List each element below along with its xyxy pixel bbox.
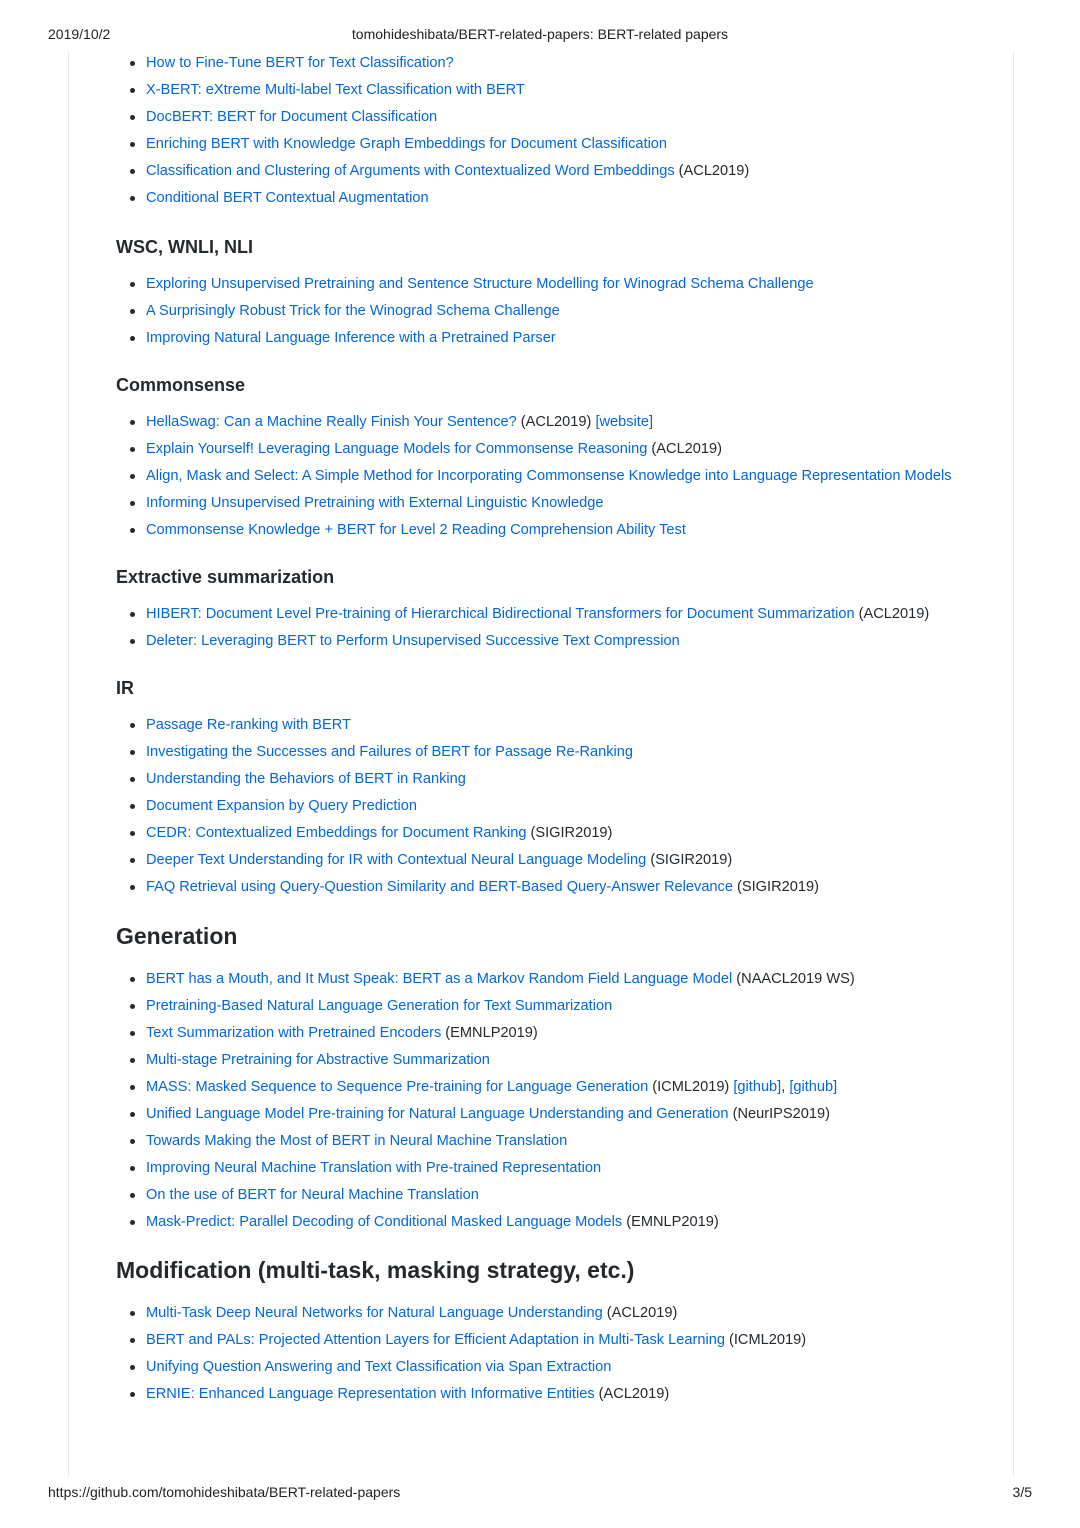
list-item [116, 52, 996, 75]
github-link[interactable]: [github] [789, 1079, 838, 1095]
list-item [116, 1022, 996, 1045]
github-link[interactable]: [github] [733, 1079, 782, 1095]
website-link[interactable]: [website] [595, 414, 654, 430]
paper-link[interactable]: Align, Mask and Select: A Simple Method for Incorporating Commonsense Knowledge into Language Representation Models [146, 468, 952, 484]
paper-link[interactable]: HIBERT: Document Level Pre-training of Hierarchical Bidirectional Transformers for Document Summarization [146, 606, 855, 622]
paper-link[interactable]: Classification and Clustering of Arguments with Contextualized Word Embeddings [146, 163, 675, 179]
classification-list [116, 52, 996, 210]
paper-link[interactable]: Text Summarization with Pretrained Encoders [146, 1025, 442, 1041]
paper-link[interactable]: Deeper Text Understanding for IR with Contextual Neural Language Modeling [146, 852, 647, 868]
generation-list [116, 968, 996, 1234]
list-item [116, 465, 996, 488]
list-item [116, 1329, 996, 1352]
paper-link[interactable]: BERT and PALs: Projected Attention Layers for Efficient Adaptation in Multi-Task Learning [146, 1332, 725, 1348]
venue-note: (ACL2019) [674, 163, 750, 179]
print-url: https://github.com/tomohideshibata/BERT-related-papers [48, 1484, 401, 1500]
paper-link[interactable]: Multi-Task Deep Neural Networks for Natural Language Understanding [146, 1305, 603, 1321]
list-item [116, 1130, 996, 1153]
paper-link[interactable]: Enriching BERT with Knowledge Graph Embeddings for Document Classification [146, 136, 668, 152]
print-page-title: tomohideshibata/BERT-related-papers: BERT-related papers [351, 26, 729, 42]
modification-list [116, 1302, 996, 1406]
list-item [116, 1356, 996, 1379]
list-item [116, 519, 996, 542]
list-item [116, 411, 996, 434]
venue-note: (ACL2019) [854, 606, 930, 622]
section-heading-generation: Generation [116, 923, 238, 949]
paper-link[interactable]: Commonsense Knowledge + BERT for Level 2 Reading Comprehension Ability Test [146, 522, 686, 538]
readme-content [116, 52, 996, 1410]
paper-link[interactable]: CEDR: Contextualized Embeddings for Document Ranking [146, 825, 527, 841]
print-page-number: 3/5 [1012, 1484, 1032, 1500]
list-item [116, 438, 996, 461]
section-heading-commonsense: Commonsense [116, 375, 246, 395]
paper-link[interactable]: Towards Making the Most of BERT in Neural Machine Translation [146, 1133, 568, 1149]
paper-link[interactable]: Understanding the Behaviors of BERT in Ranking [146, 771, 466, 787]
venue-note: (ACL2019) [516, 414, 596, 430]
list-item [116, 133, 996, 156]
list-item [116, 1049, 996, 1072]
section-heading-extractive-summarization: Extractive summarization [116, 567, 335, 587]
paper-link[interactable]: Unifying Question Answering and Text Classification via Span Extraction [146, 1359, 612, 1375]
paper-link[interactable]: Deleter: Leveraging BERT to Perform Unsupervised Successive Text Compression [146, 633, 680, 649]
print-date: 2019/10/2 [48, 26, 111, 42]
paper-link[interactable]: ERNIE: Enhanced Language Representation with Informative Entities [146, 1386, 595, 1402]
venue-note: (NeurIPS2019) [728, 1106, 830, 1122]
list-item [116, 1076, 996, 1099]
list-item [116, 714, 996, 737]
list-item [116, 822, 996, 845]
paper-link[interactable]: Exploring Unsupervised Pretraining and Sentence Structure Modelling for Winograd Schema Challenge [146, 276, 814, 292]
list-item [116, 630, 996, 653]
venue-note: (SIGIR2019) [526, 825, 613, 841]
section-heading-ir: IR [116, 678, 134, 698]
paper-link[interactable]: Conditional BERT Contextual Augmentation [146, 190, 429, 206]
list-item [116, 1211, 996, 1234]
list-item [116, 1103, 996, 1126]
list-item [116, 106, 996, 129]
paper-link[interactable]: Unified Language Model Pre-training for Natural Language Understanding and Generation [146, 1106, 729, 1122]
content-border-left [68, 52, 69, 1476]
ir-list [116, 714, 996, 899]
list-item [116, 741, 996, 764]
paper-link[interactable]: X-BERT: eXtreme Multi-label Text Classification with BERT [146, 82, 525, 98]
list-item [116, 995, 996, 1018]
paper-link[interactable]: MASS: Masked Sequence to Sequence Pre-training for Language Generation [146, 1079, 649, 1095]
venue-note: (ICML2019) [724, 1332, 807, 1348]
paper-link[interactable]: A Surprisingly Robust Trick for the Winograd Schema Challenge [146, 303, 560, 319]
paper-link[interactable]: Passage Re-ranking with BERT [146, 717, 351, 733]
paper-link[interactable]: Mask-Predict: Parallel Decoding of Conditional Masked Language Models [146, 1214, 623, 1230]
list-item [116, 327, 996, 350]
paper-link[interactable]: FAQ Retrieval using Query-Question Similarity and BERT-Based Query-Answer Relevance [146, 879, 733, 895]
list-item [116, 300, 996, 323]
list-item [116, 603, 996, 626]
list-item [116, 492, 996, 515]
venue-note: (ACL2019) [594, 1386, 670, 1402]
list-item [116, 1184, 996, 1207]
list-item [116, 795, 996, 818]
separator: , [781, 1079, 790, 1095]
paper-link[interactable]: Explain Yourself! Leveraging Language Models for Commonsense Reasoning [146, 441, 648, 457]
list-item [116, 876, 996, 899]
section-heading-modification: Modification (multi-task, masking strategy, etc.) [116, 1257, 635, 1283]
list-item [116, 1157, 996, 1180]
paper-link[interactable]: On the use of BERT for Neural Machine Translation [146, 1187, 479, 1203]
paper-link[interactable]: Informing Unsupervised Pretraining with External Linguistic Knowledge [146, 495, 604, 511]
venue-note: (ACL2019) [647, 441, 723, 457]
paper-link[interactable]: Pretraining-Based Natural Language Generation for Text Summarization [146, 998, 613, 1014]
paper-link[interactable]: Investigating the Successes and Failures of BERT for Passage Re-Ranking [146, 744, 633, 760]
paper-link[interactable]: How to Fine-Tune BERT for Text Classification? [146, 55, 454, 71]
list-item [116, 187, 996, 210]
list-item [116, 1383, 996, 1406]
list-item [116, 79, 996, 102]
list-item [116, 273, 996, 296]
wsc-list [116, 273, 996, 350]
venue-note: (EMNLP2019) [622, 1214, 719, 1230]
extractive-list [116, 603, 996, 653]
list-item [116, 968, 996, 991]
venue-note: (ACL2019) [602, 1305, 678, 1321]
section-heading-wsc: WSC, WNLI, NLI [116, 237, 253, 257]
paper-link[interactable]: Document Expansion by Query Prediction [146, 798, 417, 814]
content-border-right [1013, 52, 1014, 1476]
list-item [116, 160, 996, 183]
paper-link[interactable]: DocBERT: BERT for Document Classification [146, 109, 438, 125]
list-item [116, 849, 996, 872]
venue-note: (SIGIR2019) [646, 852, 733, 868]
paper-link[interactable]: Multi-stage Pretraining for Abstractive Summarization [146, 1052, 490, 1068]
venue-note: (SIGIR2019) [732, 879, 819, 895]
paper-link[interactable]: Improving Neural Machine Translation with Pre-trained Representation [146, 1160, 602, 1176]
list-item [116, 1302, 996, 1325]
paper-link[interactable]: BERT has a Mouth, and It Must Speak: BERT as a Markov Random Field Language Model [146, 971, 733, 987]
commonsense-list [116, 411, 996, 542]
paper-link[interactable]: HellaSwag: Can a Machine Really Finish Your Sentence? [146, 414, 517, 430]
venue-note: (ICML2019) [648, 1079, 734, 1095]
venue-note: (NAACL2019 WS) [732, 971, 855, 987]
paper-link[interactable]: Improving Natural Language Inference with a Pretrained Parser [146, 330, 556, 346]
list-item [116, 768, 996, 791]
venue-note: (EMNLP2019) [441, 1025, 538, 1041]
